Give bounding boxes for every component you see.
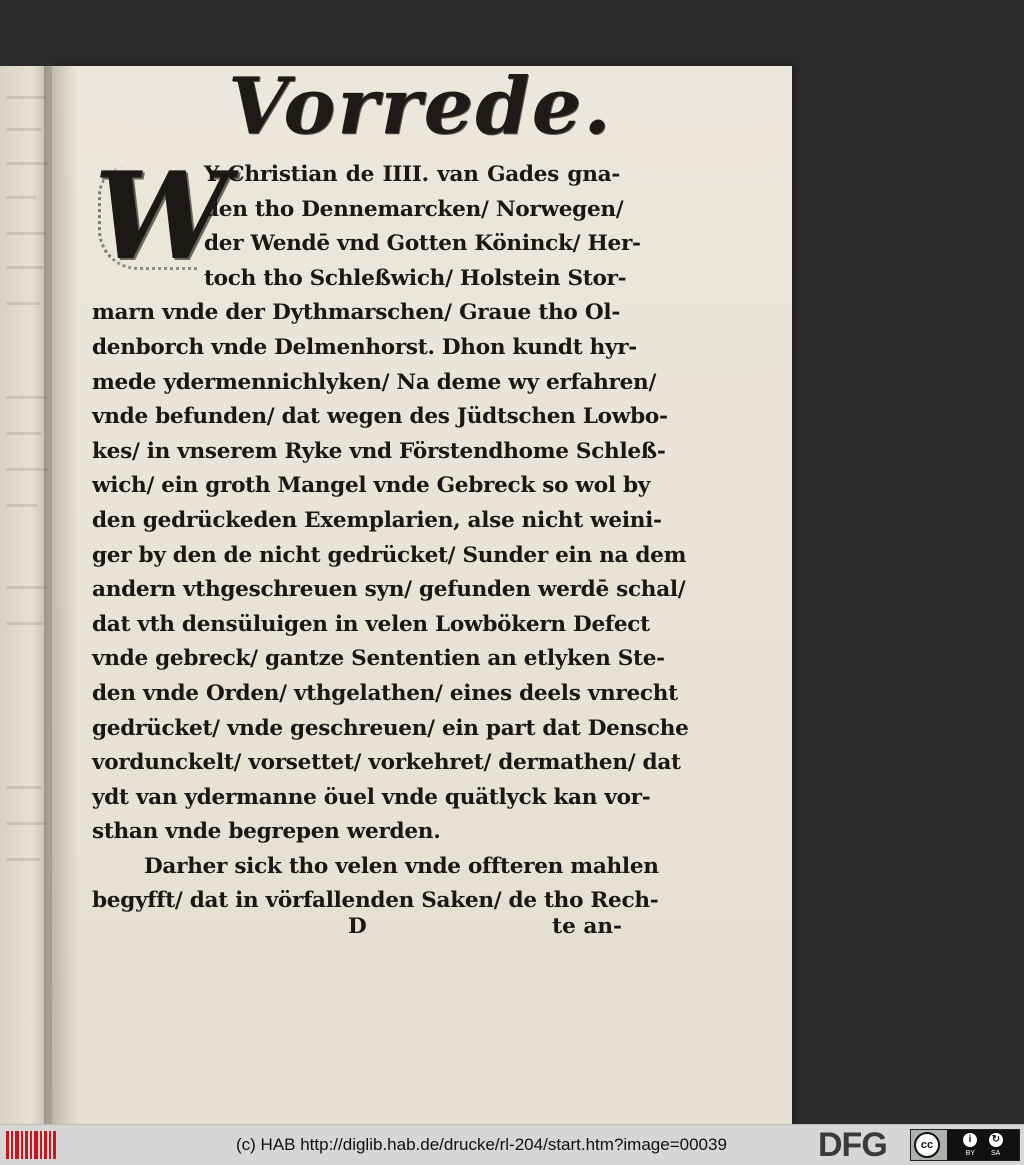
sa-label: SA <box>991 1150 1001 1157</box>
ghost-text-line <box>6 162 48 165</box>
footer-bar <box>0 1124 1024 1165</box>
text-line: den vnde Orden/ vthgelathen/ eines deels vnrecht <box>92 680 678 706</box>
text-line: gedrücket/ vnde geschreuen/ ein part dat Densche <box>92 715 689 741</box>
text-line: mede ydermennichlyken/ Na deme wy erfahren/ <box>92 369 657 395</box>
text-line: ydt van ydermanne öuel vnde quätlyck kan vor- <box>92 784 651 810</box>
share-alike-icon: ↻ <box>988 1132 1004 1148</box>
decorated-initial: W <box>94 146 229 287</box>
cc-license-badge[interactable] <box>910 1129 1020 1161</box>
text-line: sthan vnde begrepen werden. <box>92 819 441 845</box>
text-line: vordunckelt/ vorsettet/ vorkehret/ dermathen/ dat <box>92 750 681 776</box>
ghost-text-line <box>6 786 42 789</box>
text-line: Y Christian de IIII. van Gades gna- <box>204 162 620 187</box>
ghost-text-line <box>6 96 46 99</box>
text-line: ger by den de nicht gedrücket/ Sunder ein na dem <box>92 542 687 568</box>
source-url-text[interactable]: (c) HAB http://diglib.hab.de/drucke/rl-204/start.htm?image=00039 <box>236 1135 727 1154</box>
text-line: Darher sick tho velen vnde offteren mahlen <box>144 853 659 879</box>
text-line: der Wendē vnd Gotten Köninck/ Her- <box>204 231 641 257</box>
ghost-text-line <box>6 858 40 861</box>
barcode-logo <box>6 1131 56 1159</box>
scanned-page <box>52 61 792 1124</box>
text-line: vnde befunden/ dat wegen des Jüdtschen Lowbo- <box>92 404 668 430</box>
text-line: vnde gebreck/ gantze Sententien an etlyken Ste- <box>92 646 665 672</box>
catchword: te an- <box>552 914 622 939</box>
text-line: wich/ ein groth Mangel vnde Gebreck so wol by <box>92 473 650 499</box>
page-bottom-marks <box>348 914 622 948</box>
dfg-logo[interactable]: DFG <box>818 1126 887 1164</box>
cc-by-sa-icons <box>947 1130 1019 1160</box>
cc-icon: cc <box>914 1132 940 1158</box>
text-line: den tho Dennemarcken/ Norwegen/ <box>204 196 624 222</box>
signature-mark: D <box>348 914 367 939</box>
attribution-icon: i <box>962 1132 978 1148</box>
text-line: kes/ in vnserem Ryke vnd Förstendhome Schleß- <box>92 438 666 464</box>
text-line: toch tho Schleßwich/ Holstein Stor- <box>204 265 627 291</box>
ghost-text-line <box>6 232 46 235</box>
page-gutter-shadow <box>52 66 78 1124</box>
ghost-text-line <box>6 822 46 825</box>
text-line: dat vth densüluigen in velen Lowbökern Defect <box>92 611 650 637</box>
text-line: andern vthgeschreuen syn/ gefunden werdē schal/ <box>92 577 686 603</box>
ghost-text-line <box>6 396 46 399</box>
page-heading: Vorrede. <box>228 61 613 152</box>
ghost-text-line <box>6 266 44 269</box>
ghost-text-line <box>6 302 40 305</box>
text-line: marn vnde der Dythmarschen/ Graue tho Ol- <box>92 300 620 326</box>
ghost-text-line <box>6 468 48 471</box>
ghost-text-line <box>6 504 38 507</box>
ghost-text-line <box>6 622 44 625</box>
text-line: begyfft/ dat in vörfallenden Saken/ de tho Rech- <box>92 888 659 914</box>
text-line: den gedrückeden Exemplarien, alse nicht weini- <box>92 507 662 533</box>
text-line: denborch vnde Delmenhorst. Dhon kundt hyr- <box>92 334 637 360</box>
ghost-text-line <box>6 196 36 199</box>
by-label: BY <box>965 1150 975 1157</box>
ghost-text-line <box>6 128 42 131</box>
ghost-text-line <box>6 586 46 589</box>
ghost-text-line <box>6 432 42 435</box>
body-text <box>92 146 689 919</box>
